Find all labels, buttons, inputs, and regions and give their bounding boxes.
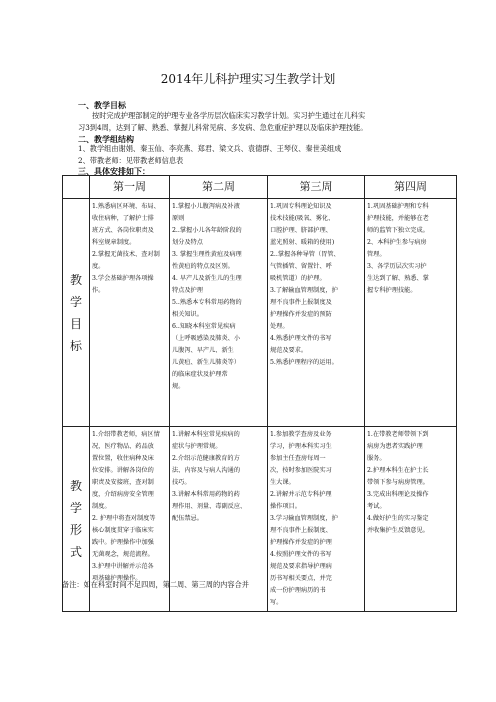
cell-text-line: 度。 (92, 263, 105, 270)
cell-text-line: 配伍禁忌。 (172, 515, 203, 522)
week-header: 第二周 (170, 176, 268, 199)
cell-text-line: 儿黄疸、新生儿肺炎等） (172, 359, 241, 366)
goals-text-line-2: 习3到4周，达到了解、熟悉、掌握儿科常见病、多发病、急危重症护理以及临床护理技能。 (78, 123, 368, 132)
row-label-char: 形 (69, 523, 82, 537)
cell-text-line: 2.讲解并示范专科护理 (270, 491, 332, 498)
row-label-char: 学 (69, 294, 82, 309)
cell-text-line: 气管插管、留置针、呼 (270, 263, 332, 270)
cell-text-line: 成一份护理病历的书 (270, 587, 326, 594)
cell-text-line: 1.巩固基础护理和专科 (367, 203, 429, 210)
cell-text-line: 蓝光照射、暖箱的使用) (270, 239, 335, 246)
corner-cell (63, 176, 90, 199)
cell-text-line: 操作项目。 (270, 503, 301, 510)
cell-text-line: 1.掌握小儿腹泻病及补液 (172, 203, 240, 210)
row-label-goals (63, 199, 90, 427)
cell-text-line: 位安排。讲解各岗位的 (92, 467, 154, 474)
cell-text-line: 3.学会基础护理各项操 (92, 275, 154, 282)
cell-text-line: 理不良事件上报制度及 (270, 299, 332, 306)
cell-text-line: 况，医疗物品、药品放 (92, 443, 154, 450)
cell-text-line: 2.护理本科生在护士长 (367, 467, 429, 474)
cell-text-line: 2.掌握无菌技术、查对制 (92, 251, 160, 258)
cell-text-line: 4. 早产儿及新生儿的生理 (172, 275, 242, 282)
table-cell (365, 427, 457, 612)
goals-text-line-1: 按时完成护理部制定的护理专业各学历层次临床实习教学计划。实习护生通过在儿科实 (92, 111, 366, 120)
cell-text-line: 无菌观念，规范流程。 (92, 551, 154, 558)
cell-text-line: 科室规章制度。 (92, 239, 136, 246)
cell-text-line: 握专科护理技能。 (367, 287, 417, 294)
section-heading-schedule: 三、具体安排如下： (78, 166, 150, 176)
cell-text-line: 置位置，收住病种及床 (92, 455, 154, 462)
week-header: 第三周 (268, 176, 365, 199)
cell-text-line: 职责及安接班，查对制 (92, 479, 154, 486)
cell-text-line: 划分及特点 (172, 239, 203, 246)
cell-text-line: 4.熟悉护理文件的书写 (270, 335, 332, 342)
cell-text-line: 2. 护理中将查对制度等 (92, 515, 156, 522)
cell-text-line: 制度。 (92, 503, 111, 510)
row-label-char: 式 (69, 545, 82, 559)
cell-text-line: 项基础护理操作。 (92, 575, 142, 582)
cell-text-line: 处理。 (270, 323, 289, 330)
row-label-char: 目 (69, 316, 82, 331)
cell-text-line: 相关知识。 (172, 311, 203, 318)
team-members-line: 1、教学组由谢娟、秦玉仙、李亮燕、郑君、梁文兵、袁德群、王琴仪、秦世美组成 (78, 144, 342, 153)
cell-text-line: 历书写相关要点，并完 (270, 575, 332, 582)
cell-text-line: 规范及要求。 (270, 347, 308, 354)
cell-text-line: 收住病种，了解护士排 (92, 215, 154, 222)
cell-text-line: 服务。 (367, 455, 386, 462)
cell-text-line: 作。 (92, 287, 105, 294)
cell-text-line: 护理操作并发症的护理 (270, 539, 332, 546)
footnote: 备注：如在科室时间不足四周，第二周、第三周的内容合并 (62, 580, 249, 589)
instructors-line: 2、带教老师：见带教老师信息表 (78, 156, 184, 165)
cell-text-line: 践中。护理操作中加强 (92, 539, 154, 546)
cell-text-line: 性黄疸的特点及区别。 (172, 263, 234, 270)
cell-text-line: 口腔护理、脐部护理、 (270, 227, 332, 234)
cell-text-line: 2.介绍示范健康教育的方 (172, 455, 240, 462)
cell-text-line: 技术技能(吸氧、雾化、 (270, 215, 335, 222)
cell-text-line: 1.熟悉病区环境、布局、 (92, 203, 160, 210)
week-header: 第四周 (365, 176, 457, 199)
cell-text-line: 3.学习输血管理制度，护 (270, 515, 338, 522)
cell-text-line: 3、各学历层次实习护 (367, 263, 427, 270)
cell-text-line: 4.做好护生的实习鉴定 (367, 515, 429, 522)
cell-text-line: 生大课。 (270, 479, 295, 486)
cell-text-line: 护理技能，并能够在老 (367, 215, 429, 222)
table-cell (268, 427, 365, 612)
cell-text-line: 的临床症状及护理常 (172, 371, 228, 378)
cell-text-line: 管理。 (367, 251, 386, 258)
cell-text-line: 理作用、剂量、毒副反应、 (172, 503, 247, 510)
cell-text-line: 3.了解输血管理制度，护 (270, 287, 338, 294)
cell-text-line: 法、内容及与病人沟通的 (172, 467, 241, 474)
cell-text-line: 病房为患者实践护理 (367, 443, 423, 450)
row-label-char: 教 (69, 272, 82, 287)
section-heading-goals: 一、教学目标 (78, 100, 126, 110)
table-row-goals (63, 199, 457, 427)
cell-text-line: 3.护理中讲解并示范各 (92, 563, 154, 570)
cell-text-line: 并收集护生反馈意见。 (367, 527, 429, 534)
cell-text-line: 度，介绍病房安全管理 (92, 491, 154, 498)
document-title: 2014年儿科护理实习生教学计划 (160, 72, 336, 86)
table-header-row (63, 176, 457, 199)
cell-text-line: 生达到了解、熟悉、掌 (367, 275, 429, 282)
cell-text-line: 4.按照护理文件的书写 (270, 551, 332, 558)
row-label-char: 学 (69, 501, 82, 515)
cell-text-line: 1.参加教学查房及业务 (270, 431, 332, 438)
cell-text-line: 学习，护理本科实习生 (270, 443, 332, 450)
cell-text-line: 技巧。 (172, 479, 191, 486)
schedule-table (62, 175, 457, 612)
cell-text-line: 5..熟悉本专科常用药物的 (172, 299, 242, 306)
table-cell (268, 199, 365, 427)
cell-text-line: 核心制度贯穿于临床实 (92, 527, 154, 534)
table-cell (170, 199, 268, 427)
row-label-char: 标 (69, 338, 82, 353)
cell-text-line: 3.讲解本科常用药物的药 (172, 491, 240, 498)
cell-text-line: 带领下参与病房管理。 (367, 479, 429, 486)
cell-text-line: 规范及要求指导护理病 (270, 563, 332, 570)
cell-text-line: 师的监管下独立完成。 (367, 227, 429, 234)
cell-text-line: 症状与护理常规。 (172, 443, 222, 450)
cell-text-line: 考试。 (367, 503, 386, 510)
row-label-char: 教 (69, 479, 82, 493)
cell-text-line: 3.完成出科理论及操作 (367, 491, 429, 498)
cell-text-line: 理不良事件上报制度、 (270, 527, 332, 534)
cell-text-line: 班方式、各岗位职责及 (92, 227, 154, 234)
cell-text-line: 6..知晓本科室常见疾病 (172, 323, 236, 330)
table-cell (90, 199, 170, 427)
cell-text-line: 参加主任查房每周一 (270, 455, 326, 462)
cell-text-line: 2..掌握各种导管（胃管、 (270, 251, 340, 258)
cell-text-line: 5.熟悉护理程序的运用。 (270, 359, 338, 366)
cell-text-line: 原则 (172, 215, 185, 222)
cell-text-line: 2..掌握小儿各年龄阶段的 (172, 227, 242, 234)
cell-text-line: 2、本科护生参与病房 (367, 239, 427, 246)
cell-text-line: 特点及护理 (172, 287, 203, 294)
cell-text-line: 吸机管道）的护理。 (270, 275, 326, 282)
cell-text-line: 1.讲解本科室常见疾病的 (172, 431, 240, 438)
section-heading-team: 二、教学组结构 (78, 134, 134, 144)
cell-text-line: 写。 (270, 599, 283, 606)
cell-text-line: 规。 (172, 383, 185, 390)
cell-text-line: 1.在带教老师带领下到 (367, 431, 429, 438)
cell-text-line: 护理操作并发症的预防 (270, 311, 332, 318)
cell-text-line: 1.介绍带教老师，病区情 (92, 431, 160, 438)
cell-text-line: （上呼吸感染及肺炎、小 (172, 335, 241, 342)
table-cell (365, 199, 457, 427)
week-header: 第一周 (90, 176, 170, 199)
cell-text-line: 儿腹泻、早产儿、新生 (172, 347, 234, 354)
cell-text-line: 3. 掌握生理性黄疸及病理 (172, 251, 242, 258)
cell-text-line: 次，按时参加医院实习 (270, 467, 332, 474)
cell-text-line: 1.巩固专科理论知识及 (270, 203, 332, 210)
